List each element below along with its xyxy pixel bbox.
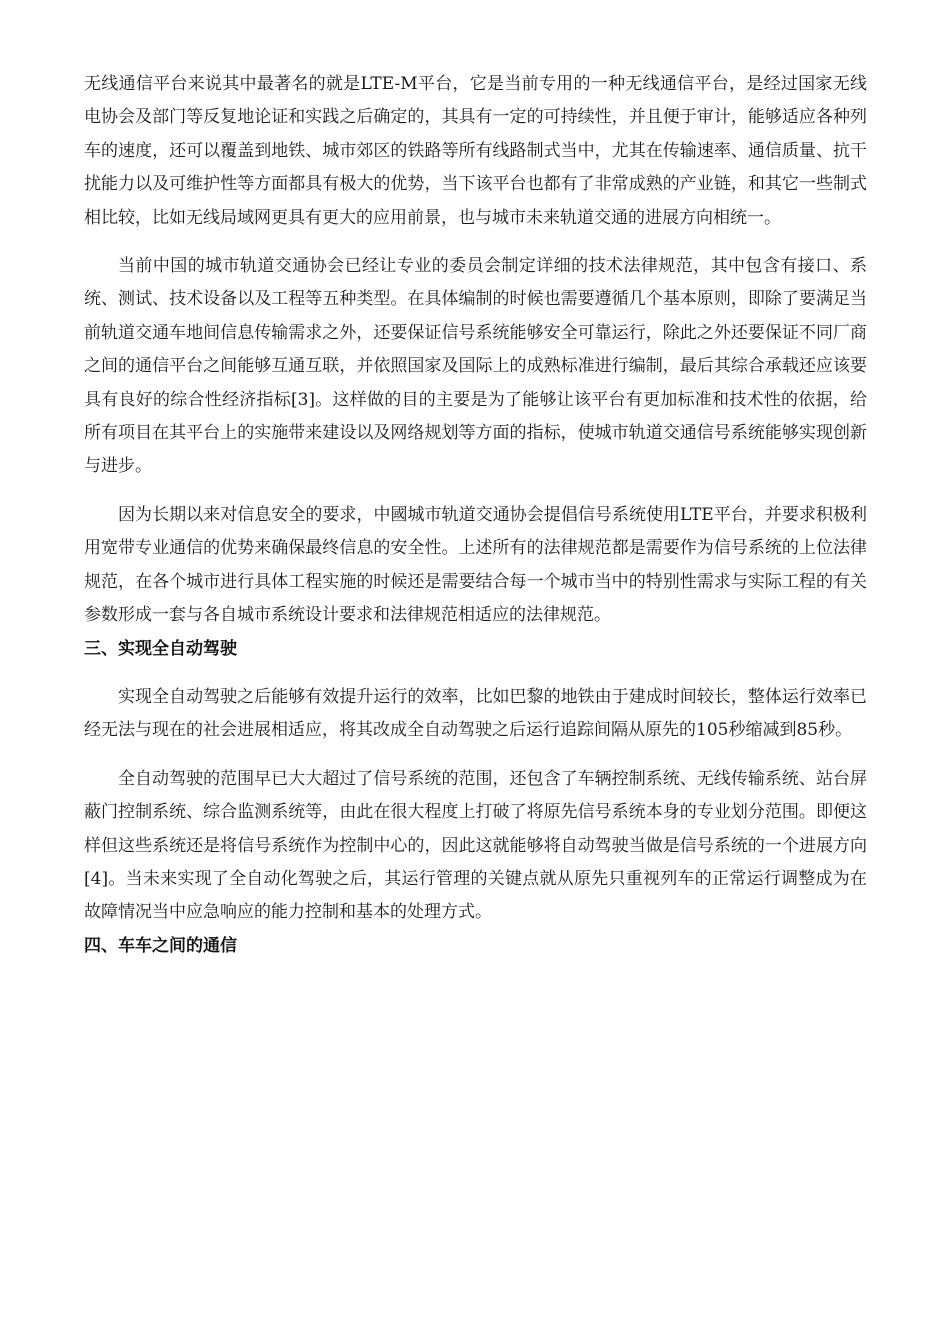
paragraph-information-security: 因为长期以来对信息安全的要求，中國城市轨道交通协会提倡信号系统使用LTE平台，并要求积极利用宽带专业通信的优势来确保最终信息的安全性。上述所有的法律规范都是需要作为信号系统的上位法律规范，在各个城市进行具体工程实施的时候还是需要结合每一个城市当中的特别性需求与实际工程的有关参数形成一套与各自城市系统设计要求和法律规范相适应的法律规范。	[84, 504, 867, 626]
paragraph-paris-metro-efficiency: 实现全自动驾驶之后能够有效提升运行的效率，比如巴黎的地铁由于建成时间较长，整体运行效率已经无法与现在的社会进展相适应，将其改成全自动驾驶之后运行追踪间隔从原先的105秒缩减到85秒。	[84, 686, 867, 741]
paragraph-lte-m-platform: 无线通信平台来说其中最著名的就是LTE-M平台，它是当前专用的一种无线通信平台，是经过国家无线电协会及部门等反复地论证和实践之后确定的，其具有一定的可持续性，并且便于审计，能够适应各种列车的速度，还可以覆盖到地铁、城市郊区的铁路等所有线路制式当中，尤其在传输速率、通信质量、抗干扰能力以及可维护性等方面都具有极大的优势，当下该平台也都有了非常成熟的产业链，和其它一些制式相比较，比如无线局域网更具有更大的应用前景，也与城市未来轨道交通的进展方向相统一。	[84, 74, 867, 228]
paragraph-automatic-driving-scope: 全自动驾驶的范围早已大大超过了信号系统的范围，还包含了车辆控制系统、无线传输系统、站台屏蔽门控制系统、综合监测系统等，由此在很大程度上打破了将原先信号系统本身的专业划分范围。即便这样但这些系统还是将信号系统作为控制中心的，因此这就能够将自动驾驶当做是信号系统的一个进展方向[4]。当未来实现了全自动化驾驶之后，其运行管理的关键点就从原先只重视列车的正常运行调整成为在故障情况当中应急响应的能力控制和基本的处理方式。	[84, 768, 867, 923]
paragraph-technical-standards: 当前中国的城市轨道交通协会已经让专业的委员会制定详细的技术法律规范，其中包含有接口、系统、测试、技术设备以及工程等五种类型。在具体编制的时候也需要遵循几个基本原则，即除了要满足当前轨道交通车地间信息传输需求之外，还要保证信号系统能够安全可靠运行，除此之外还要保证不同厂商之间的通信平台之间能够互通互联，并依照国家及国际上的成熟标准进行编制，最后其综合承载还应该要具有良好的综合性经济指标[3]。这样做的目的主要是为了能够让该平台有更加标准和技术性的依据，给所有项目在其平台上的实施带来建设以及网络规划等方面的指标，使城市轨道交通信号系统能够实现创新与进步。	[84, 256, 867, 477]
section-heading-train-to-train-communication: 四、车车之间的通信	[84, 935, 237, 956]
document-body	[84, 68, 867, 963]
section-heading-automatic-driving: 三、实现全自动驾驶	[84, 638, 237, 659]
